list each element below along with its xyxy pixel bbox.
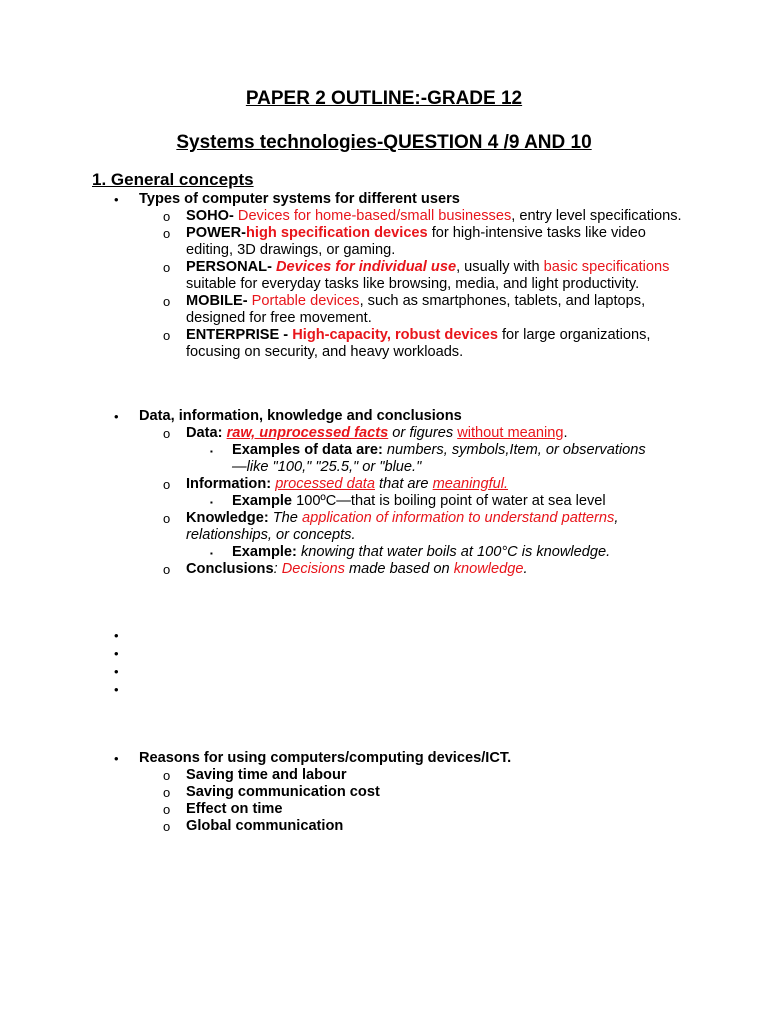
list-item-personal <box>0 259 768 293</box>
list-item-information <box>0 476 768 493</box>
enterprise-rest: for large organizations, focusing on security, and heavy workloads. <box>186 327 651 360</box>
soho-label: SOHO- <box>186 208 234 224</box>
circle-marker: o <box>163 819 171 834</box>
conclusions-knowledge: knowledge <box>453 561 524 577</box>
personal-mid: , usually with <box>456 259 544 275</box>
information-example-text: 100ºC—that is boiling point of water at sea level <box>292 493 606 509</box>
personal-description: Devices for individual use <box>271 259 457 275</box>
data-end: . <box>563 425 568 441</box>
circle-marker: o <box>163 294 171 309</box>
conclusions-decisions: Decisions <box>281 561 345 577</box>
reasons-section <box>0 750 768 835</box>
conclusions-mid: made based on <box>344 561 454 577</box>
knowledge-application: application of information to understand patterns <box>301 510 615 526</box>
information-processed-data: processed data <box>275 476 375 492</box>
page-title: PAPER 2 OUTLINE:-GRADE 12 <box>245 88 523 109</box>
personal-label: PERSONAL- <box>186 259 272 275</box>
bullet-marker: • <box>114 409 119 424</box>
list-item-data-example <box>0 442 768 476</box>
empty-list-item <box>0 627 768 645</box>
mobile-label: MOBILE- <box>186 293 248 309</box>
list-item <box>0 191 768 208</box>
soho-description: Devices for home-based/small businesses <box>233 208 512 224</box>
page-subtitle: Systems technologies-QUESTION 4 /9 AND 10 <box>176 132 592 153</box>
section-heading: 1. General concepts <box>92 170 254 189</box>
conclusions-colon: : <box>273 561 282 577</box>
empty-list-item <box>0 645 768 663</box>
list-item-conclusions <box>0 561 768 578</box>
dikc-section <box>0 408 768 578</box>
data-example-label: Examples of data are: <box>232 442 383 458</box>
list-item-mobile <box>0 293 768 327</box>
conclusions-end: . <box>523 561 528 577</box>
information-example-label: Example <box>232 493 293 509</box>
personal-rest: suitable for everyday tasks like browsing, media, and light productivity. <box>186 276 640 292</box>
reason-item <box>0 818 768 835</box>
reason-text: Saving time and labour <box>186 767 347 783</box>
power-label: POWER- <box>186 225 246 241</box>
circle-marker: o <box>163 260 171 275</box>
data-without-meaning: without meaning <box>457 425 564 441</box>
data-mid: or figures <box>388 425 458 441</box>
circle-marker: o <box>163 562 171 577</box>
information-meaningful: meaningful. <box>432 476 509 492</box>
information-mid: that are <box>374 476 433 492</box>
data-example-text: numbers, symbols,Item, or observations—like "100," "25.5," or "blue." <box>232 442 646 475</box>
conclusions-label: Conclusions <box>186 561 274 577</box>
enterprise-description: High-capacity, robust devices <box>288 327 498 343</box>
enterprise-label: ENTERPRISE - <box>186 327 289 343</box>
list-item-knowledge-example <box>0 544 768 561</box>
reason-text: Saving communication cost <box>186 784 380 800</box>
list-item-knowledge <box>0 510 768 544</box>
circle-marker: o <box>163 511 171 526</box>
reason-item <box>0 801 768 818</box>
soho-rest: , entry level specifications. <box>511 208 682 224</box>
types-section <box>0 191 768 361</box>
reason-text: Global communication <box>186 818 344 834</box>
list-item-data <box>0 425 768 442</box>
circle-marker: o <box>163 477 171 492</box>
mobile-description: Portable devices <box>247 293 360 309</box>
list-item-enterprise <box>0 327 768 361</box>
empty-list-item <box>0 681 768 699</box>
square-marker: ▪ <box>210 549 213 558</box>
circle-marker: o <box>163 426 171 441</box>
reason-item <box>0 767 768 784</box>
knowledge-example-label: Example: <box>232 544 297 560</box>
bullet-marker: • <box>114 751 119 766</box>
data-raw-facts: raw, unprocessed facts <box>226 425 389 441</box>
knowledge-pre: The <box>268 510 302 526</box>
bullet-marker: • <box>114 664 119 679</box>
reason-text: Effect on time <box>186 801 283 817</box>
bullet-marker: • <box>114 628 119 643</box>
personal-basic-specs: basic specifications <box>543 259 670 275</box>
square-marker: ▪ <box>210 447 213 456</box>
circle-marker: o <box>163 226 171 241</box>
mobile-rest: , such as smartphones, tablets, and laptops, designed for free movement. <box>186 293 646 326</box>
list-item-soho <box>0 208 768 225</box>
information-label: Information: <box>186 476 272 492</box>
empty-list-item <box>0 663 768 681</box>
circle-marker: o <box>163 785 171 800</box>
reason-item <box>0 784 768 801</box>
square-marker: ▪ <box>210 498 213 507</box>
dikc-heading: Data, information, knowledge and conclusions <box>139 408 462 424</box>
power-rest: for high-intensive tasks like video editing, 3D drawings, or gaming. <box>186 225 646 258</box>
knowledge-rest: , relationships, or concepts. <box>186 510 619 543</box>
bullet-marker: • <box>114 192 119 207</box>
circle-marker: o <box>163 768 171 783</box>
list-item <box>0 750 768 767</box>
bullet-marker: • <box>114 646 119 661</box>
bullet-marker: • <box>114 682 119 697</box>
types-heading: Types of computer systems for different users <box>139 191 460 207</box>
list-item-power <box>0 225 768 259</box>
data-label: Data: <box>186 425 223 441</box>
knowledge-label: Knowledge: <box>186 510 269 526</box>
circle-marker: o <box>163 802 171 817</box>
knowledge-example-text: knowing that water boils at 100°C is knowledge. <box>296 544 611 560</box>
circle-marker: o <box>163 328 171 343</box>
empty-bullet-list <box>0 627 768 699</box>
reasons-heading: Reasons for using computers/computing devices/ICT. <box>139 750 512 766</box>
power-description: high specification devices <box>246 225 428 241</box>
list-item <box>0 408 768 425</box>
list-item-information-example <box>0 493 768 510</box>
circle-marker: o <box>163 209 171 224</box>
